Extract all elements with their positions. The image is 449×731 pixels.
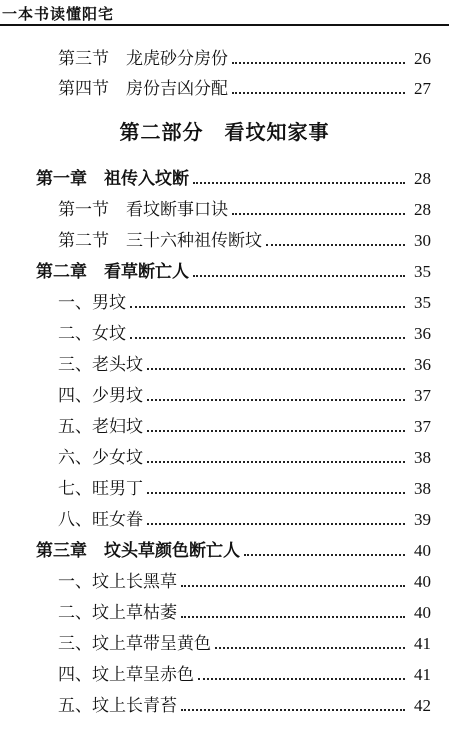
toc-entry-label: 四、坟上草呈赤色 [58,665,194,685]
toc-entry-page: 30 [414,231,431,250]
toc-entry-item[interactable] [58,346,431,376]
toc-entry-item[interactable] [58,315,431,345]
toc-entry-page: 36 [414,355,431,374]
toc-entry-label: 二、坟上草枯萎 [58,603,177,623]
toc-entry-page: 42 [414,696,431,715]
toc-entry-item[interactable] [58,563,431,593]
toc-leader [232,213,405,215]
running-header-title: 一本书读懂阳宅 [2,5,115,23]
toc-entry-label: 一、男坟 [58,293,126,313]
toc-leader [215,647,405,649]
toc-entry-page: 38 [414,448,431,467]
toc-leader [232,62,405,64]
toc-entry-page: 40 [414,541,431,560]
toc-entry-chapter[interactable] [36,160,431,190]
toc-entry-page: 37 [414,386,431,405]
toc-entry-page: 28 [414,200,431,219]
toc-entry-label: 第三节 龙虎砂分房份 [58,49,228,69]
toc-entry-label: 四、少男坟 [58,386,143,406]
toc-leader [147,430,405,432]
toc-leader [147,523,405,525]
toc-entry-page: 35 [414,262,431,281]
toc-entry-page: 38 [414,479,431,498]
toc-leader [181,585,405,587]
toc-entry-chapter[interactable] [36,253,431,283]
toc-leader [147,368,405,370]
toc-entry-label: 二、女坟 [58,324,126,344]
toc-entry-section[interactable] [58,40,431,70]
toc-entry-label: 七、旺男丁 [58,479,143,499]
toc-entry-item[interactable] [58,377,431,407]
toc-entry-page: 41 [414,665,431,684]
toc-entry-label: 五、老妇坟 [58,417,143,437]
toc-entry-section[interactable] [58,222,431,252]
toc-entry-label: 一、坟上长黑草 [58,572,177,592]
toc-entry-page: 28 [414,169,431,188]
part-heading: 第二部分 看坟知家事 [119,120,330,144]
toc-leader [198,678,405,680]
toc-entry-item[interactable] [58,439,431,469]
toc-entry-chapter[interactable] [36,532,431,562]
toc-entry-section[interactable] [58,191,431,221]
toc-entry-page: 35 [414,293,431,312]
toc-entry-page: 36 [414,324,431,343]
toc-leader [193,275,405,277]
toc-entry-label: 第一节 看坟断事口诀 [58,200,228,220]
toc-entry-label: 第二章 看草断亡人 [36,262,189,282]
running-header [0,0,449,28]
toc-entry-label: 第四节 房份吉凶分配 [58,79,228,99]
toc-entry-label: 八、旺女眷 [58,510,143,530]
toc-entry-item[interactable] [58,408,431,438]
toc-entry-page: 27 [414,79,431,98]
toc-entry-item[interactable] [58,594,431,624]
toc-leader [193,182,405,184]
toc-entry-item[interactable] [58,656,431,686]
toc-entry-page: 40 [414,572,431,591]
toc-entry-label: 第三章 坟头草颜色断亡人 [36,541,240,561]
toc-entry-item[interactable] [58,470,431,500]
toc-entry-label: 五、坟上长青苔 [58,696,177,716]
toc-entry-page: 37 [414,417,431,436]
toc-entry-label: 第一章 祖传入坟断 [36,169,189,189]
toc-entry-section[interactable] [58,70,431,100]
toc-leader [147,399,405,401]
toc-entry-item[interactable] [58,687,431,717]
toc-leader [181,616,405,618]
toc-entry-label: 六、少女坟 [58,448,143,468]
toc-entry-page: 41 [414,634,431,653]
toc-leader [181,709,405,711]
toc-entry-item[interactable] [58,501,431,531]
toc-leader [147,492,405,494]
toc-leader [266,244,405,246]
toc-entry-label: 三、坟上草带呈黄色 [58,634,211,654]
toc-leader [130,306,405,308]
toc-entry-label: 三、老头坟 [58,355,143,375]
header-rule [0,24,449,26]
toc-leader [147,461,405,463]
toc-leader [244,554,405,556]
toc-entry-page: 39 [414,510,431,529]
toc-entry-item[interactable] [58,284,431,314]
toc-entry-page: 40 [414,603,431,622]
toc-entry-page: 26 [414,49,431,68]
toc-leader [130,337,405,339]
toc-leader [232,92,405,94]
toc-entry-label: 第二节 三十六种祖传断坟 [58,231,262,251]
toc-entry-item[interactable] [58,625,431,655]
